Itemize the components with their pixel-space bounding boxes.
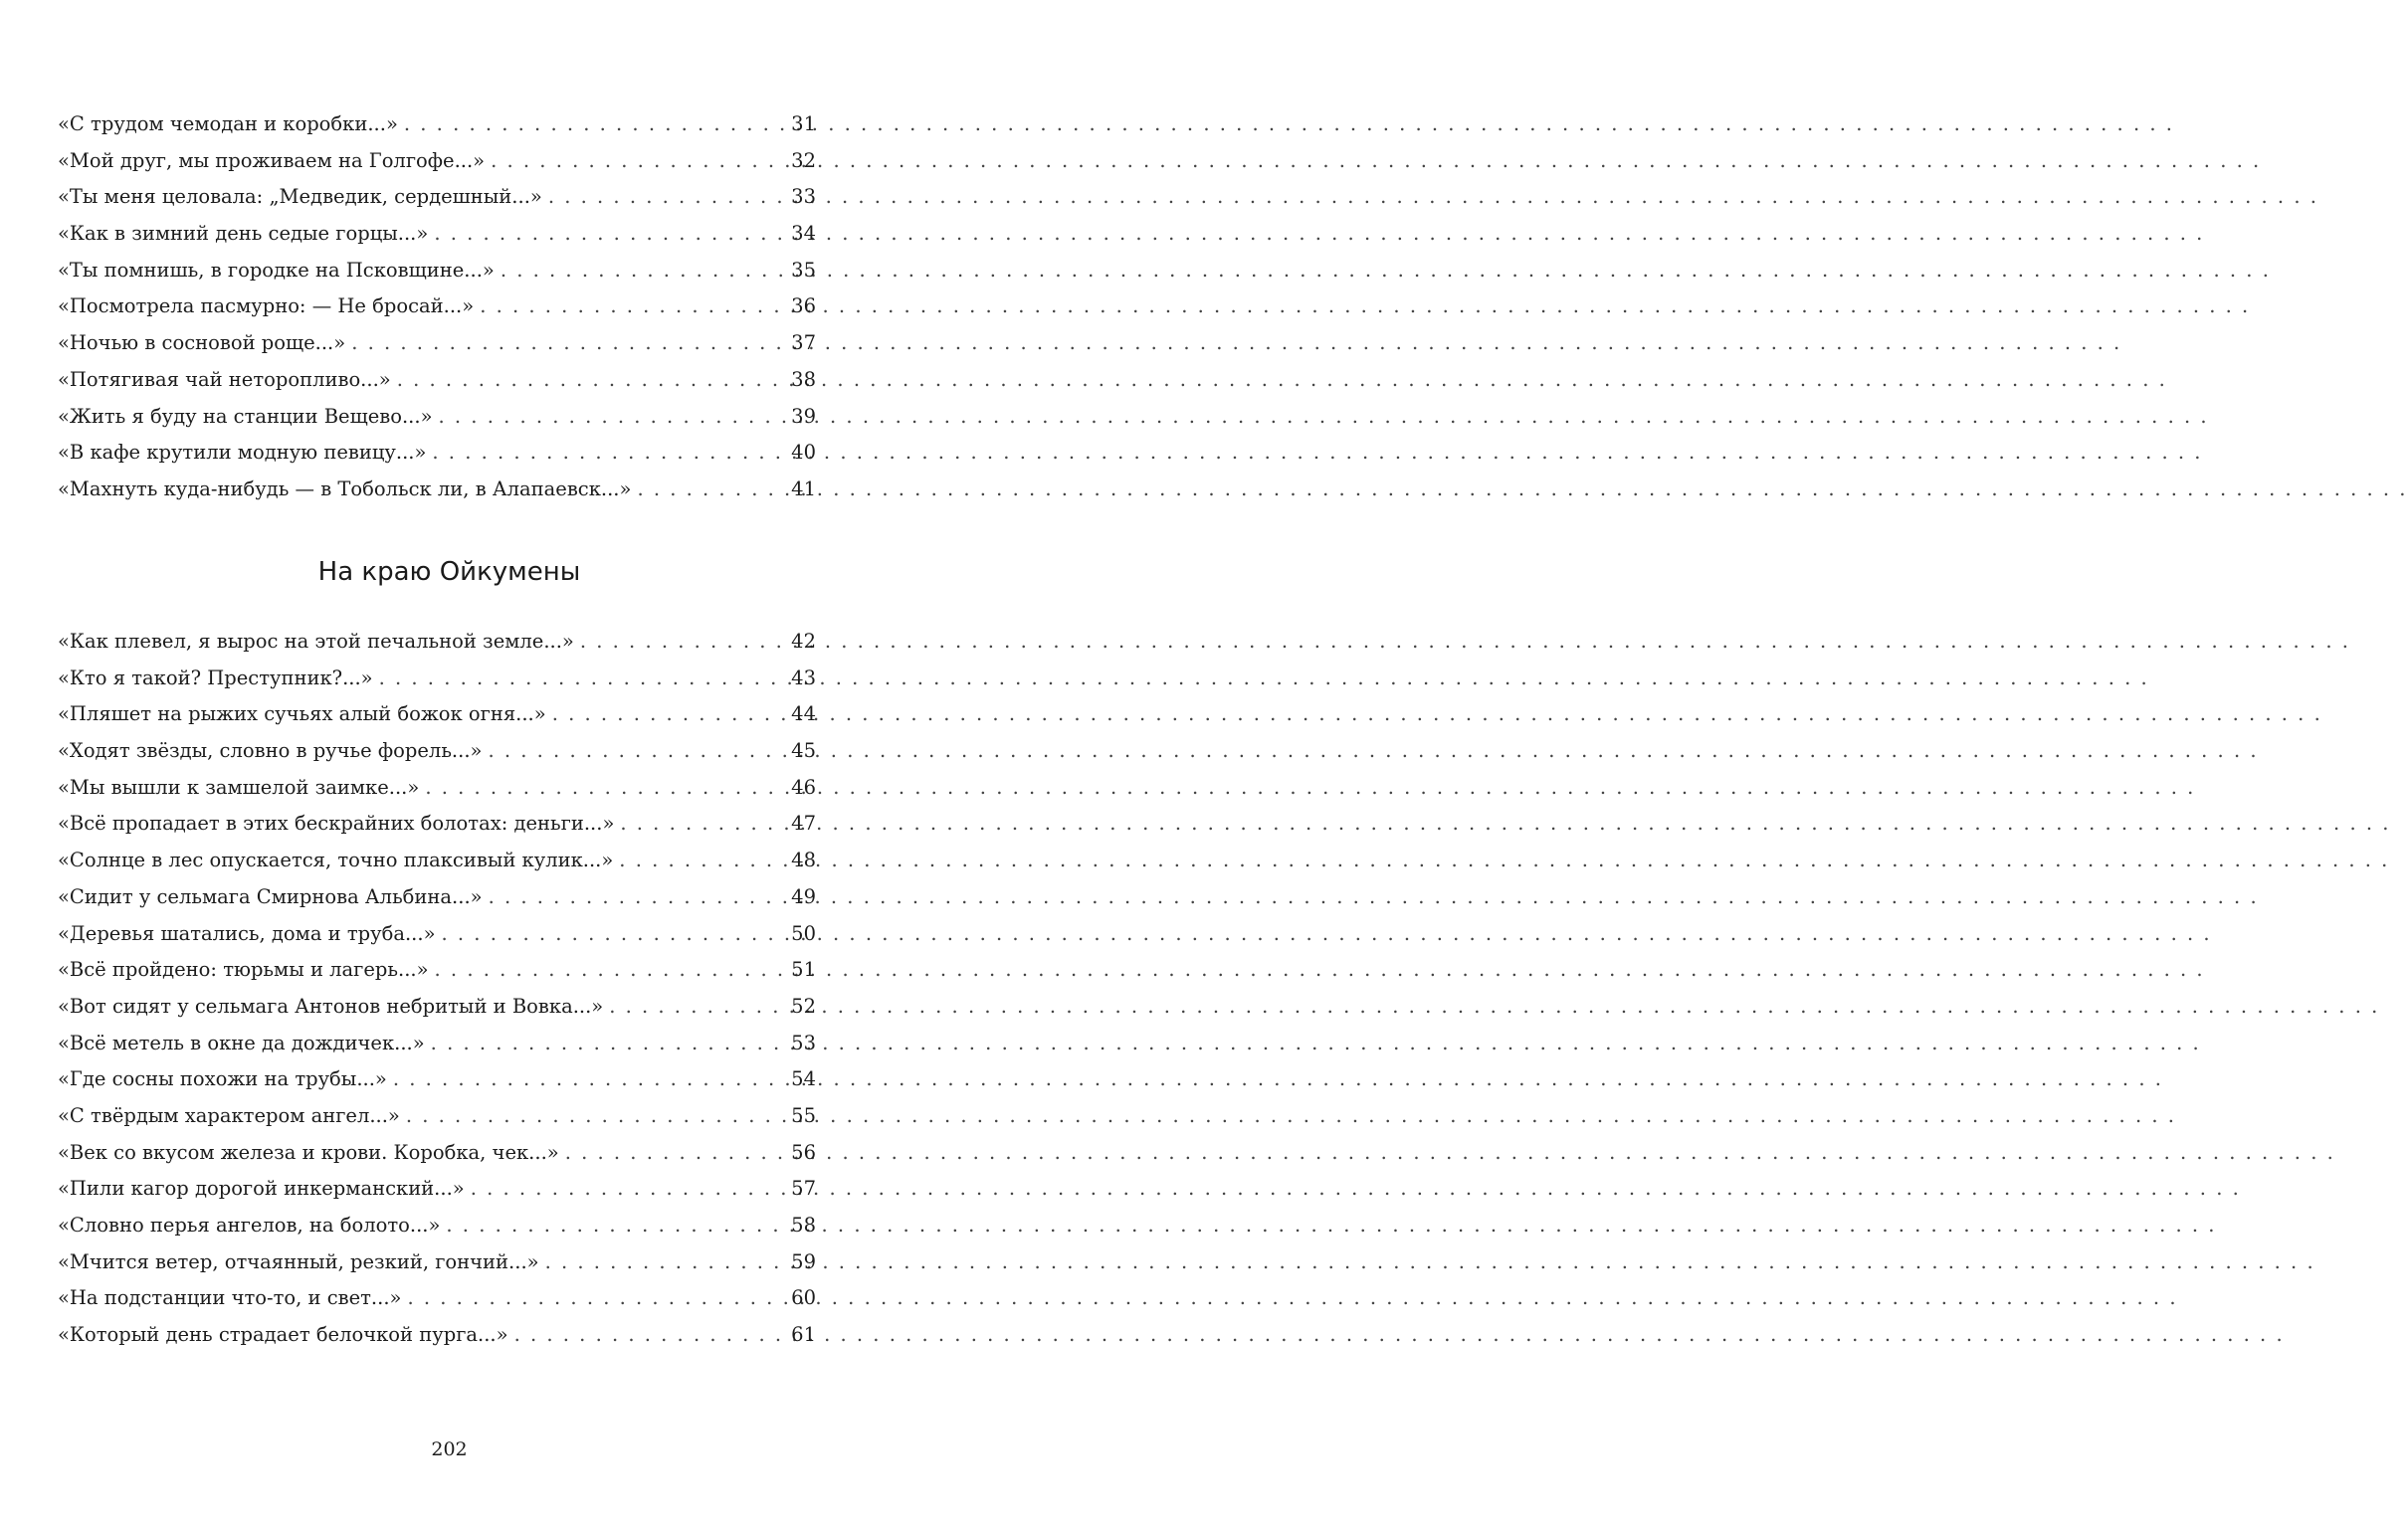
toc-entry-title: «Словно перья ангелов, на болото...»: [58, 1214, 441, 1237]
toc-entry-page: 46: [791, 775, 816, 799]
dot-leader: [439, 399, 777, 436]
toc-entry: [58, 435, 816, 472]
toc-entry-title: «Как плевел, я вырос на этой печальной земле...»: [58, 630, 574, 653]
toc-entry: [58, 1244, 816, 1281]
toc-entry: [58, 770, 816, 807]
toc-entry: [58, 696, 816, 733]
toc-entry: [58, 1208, 816, 1244]
toc-entry-title: «Солнце в лес опускается, точно плаксивый кулик...»: [58, 849, 614, 872]
toc-entry-page: 61: [791, 1323, 816, 1347]
dot-leader: [379, 661, 776, 697]
toc-entry-page: 49: [791, 884, 816, 908]
dot-leader: [514, 1317, 776, 1354]
toc-entry-title: «Махнуть куда-нибудь — в Тобольск ли, в Алапаевск...»: [58, 477, 632, 500]
dot-leader: [442, 916, 777, 953]
toc-entry-page: 35: [791, 258, 816, 282]
toc-entry-title: «Посмотрела пасмурно: — Не бросай...»: [58, 294, 475, 318]
toc-entry-title: «Ты меня целовала: „Медведик, сердешный...»: [58, 185, 542, 209]
toc-entry: [58, 362, 816, 399]
dot-leader: [545, 1244, 776, 1281]
toc-entry-page: 33: [791, 185, 816, 209]
toc-entry: [58, 1098, 816, 1135]
toc-entry-page: 50: [791, 921, 816, 945]
toc-entry-page: 53: [791, 1031, 816, 1054]
toc-entry-title: «Век со вкусом железа и крови. Коробка, чек...»: [58, 1140, 559, 1164]
toc-entry: [58, 733, 816, 770]
toc-entry: [58, 661, 816, 697]
toc-entry-title: «Который день страдает белочкой пурга...»: [58, 1323, 508, 1347]
dot-leader: [619, 843, 776, 879]
toc-entry-title: «Потягивая чай неторопливо...»: [58, 367, 391, 391]
toc-entry-title: «Сидит у сельмага Смирнова Альбина...»: [58, 884, 483, 908]
toc-entry: [58, 952, 816, 989]
dot-leader: [406, 1098, 776, 1135]
toc-entry-title: «Вот сидят у сельмага Антонов небритый и Вовка...»: [58, 994, 604, 1018]
toc-entry: [58, 325, 816, 362]
toc-entry: [58, 1135, 816, 1172]
toc-entry: [58, 253, 816, 289]
toc-entry: [58, 879, 816, 916]
toc-entry-title: «Где сосны похожи на трубы...»: [58, 1067, 387, 1091]
dot-leader: [393, 1061, 776, 1098]
toc-entry: [58, 288, 816, 325]
toc-entry-page: 32: [791, 148, 816, 172]
toc-entry: [58, 989, 816, 1026]
toc-entry: [58, 472, 816, 508]
toc-entry: [58, 216, 816, 253]
toc-entry-page: 42: [791, 630, 816, 653]
dot-leader: [407, 1280, 776, 1317]
toc-entry-title: «Пили кагор дорогой инкерманский...»: [58, 1177, 465, 1201]
toc-entry-page: 45: [791, 739, 816, 763]
toc-entry: [58, 1171, 816, 1208]
dot-leader: [552, 696, 776, 733]
toc-entry-title: «С твёрдым характером ангел...»: [58, 1103, 400, 1127]
dot-leader: [637, 472, 776, 508]
dot-leader: [609, 989, 776, 1026]
toc-entry-page: 39: [791, 404, 816, 428]
dot-leader: [435, 952, 776, 989]
toc-entry-page: 31: [791, 112, 816, 135]
dot-leader: [488, 733, 776, 770]
toc-entry: [58, 1061, 816, 1098]
dot-leader: [501, 253, 776, 289]
toc-entry-title: «Мы вышли к замшелой заимке...»: [58, 775, 420, 799]
toc-entry-title: «Мчится ветер, отчаянный, резкий, гончий...»: [58, 1249, 539, 1273]
toc-entry: [58, 106, 816, 143]
toc-entry-page: 43: [791, 666, 816, 689]
toc-entry-page: 41: [791, 477, 816, 500]
dot-leader: [351, 325, 776, 362]
dot-leader: [480, 288, 776, 325]
toc-entry: [58, 1280, 816, 1317]
toc-list-top: [58, 106, 816, 508]
toc-entry-title: «Деревья шатались, дома и труба...»: [58, 921, 436, 945]
toc-entry-page: 38: [791, 367, 816, 391]
toc-entry-page: 37: [791, 331, 816, 355]
toc-entry-title: «Кто я такой? Преступник?...»: [58, 666, 373, 689]
toc-entry: [58, 916, 816, 953]
toc-entry: [58, 179, 816, 216]
section-heading: На краю Ойкумены: [317, 557, 581, 587]
toc-entry-title: «С трудом чемодан и коробки...»: [58, 112, 398, 135]
dot-leader: [620, 806, 776, 843]
toc-entry-page: 54: [791, 1067, 816, 1091]
dot-leader: [404, 106, 776, 143]
toc-entry-title: «Мой друг, мы проживаем на Голгофе...»: [58, 148, 486, 172]
toc-entry-page: 34: [791, 222, 816, 246]
dot-leader: [431, 1026, 776, 1062]
dot-leader: [434, 216, 776, 253]
toc-entry-page: 48: [791, 849, 816, 872]
toc-entry-title: «На подстанции что-то, и свет...»: [58, 1286, 402, 1310]
toc-entry: [58, 1026, 816, 1062]
toc-entry-page: 36: [791, 294, 816, 318]
toc-entry: [58, 399, 816, 436]
dot-leader: [548, 179, 776, 216]
dot-leader: [397, 362, 776, 399]
toc-entry-title: «Всё метель в окне да дождичек...»: [58, 1031, 425, 1054]
toc-entry-page: 58: [791, 1214, 816, 1237]
toc-entry: [58, 806, 816, 843]
dot-leader: [565, 1135, 776, 1172]
dot-leader: [446, 1208, 776, 1244]
dot-leader: [489, 879, 776, 916]
toc-entry: [58, 1317, 816, 1354]
toc-entry-page: 51: [791, 958, 816, 982]
toc-entry-page: 60: [791, 1286, 816, 1310]
toc-entry-title: «Жить я буду на станции Вещево...»: [58, 404, 433, 428]
toc-entry-page: 47: [791, 812, 816, 836]
toc-entry-page: 52: [791, 994, 816, 1018]
dot-leader: [580, 624, 776, 661]
toc-entry-title: «Пляшет на рыжих сучьях алый божок огня...»: [58, 702, 546, 726]
toc-entry-title: «Всё пропадает в этих бескрайних болотах: деньги...»: [58, 812, 615, 836]
toc-entry: [58, 624, 816, 661]
toc-entry-page: 59: [791, 1249, 816, 1273]
dot-leader: [471, 1171, 776, 1208]
page-number: 202: [431, 1438, 468, 1460]
toc-entry: [58, 143, 816, 180]
toc-entry-page: 57: [791, 1177, 816, 1201]
dot-leader: [432, 435, 776, 472]
toc-entry-title: «В кафе крутили модную певицу...»: [58, 441, 427, 465]
toc-entry: [58, 843, 816, 879]
toc-entry-title: «Ночью в сосновой роще...»: [58, 331, 346, 355]
toc-entry-title: «Как в зимний день седые горцы...»: [58, 222, 429, 246]
toc-list-bottom: [58, 624, 816, 1354]
toc-entry-title: «Ты помнишь, в городке на Псковщине...»: [58, 258, 495, 282]
toc-entry-page: 55: [791, 1103, 816, 1127]
toc-entry-page: 56: [791, 1140, 816, 1164]
toc-entry-title: «Ходят звёзды, словно в ручье форель...»: [58, 739, 483, 763]
toc-entry-page: 44: [791, 702, 816, 726]
toc-entry-title: «Всё пройдено: тюрьмы и лагерь...»: [58, 958, 429, 982]
dot-leader: [491, 143, 776, 180]
dot-leader: [425, 770, 776, 807]
toc-entry-page: 40: [791, 441, 816, 465]
